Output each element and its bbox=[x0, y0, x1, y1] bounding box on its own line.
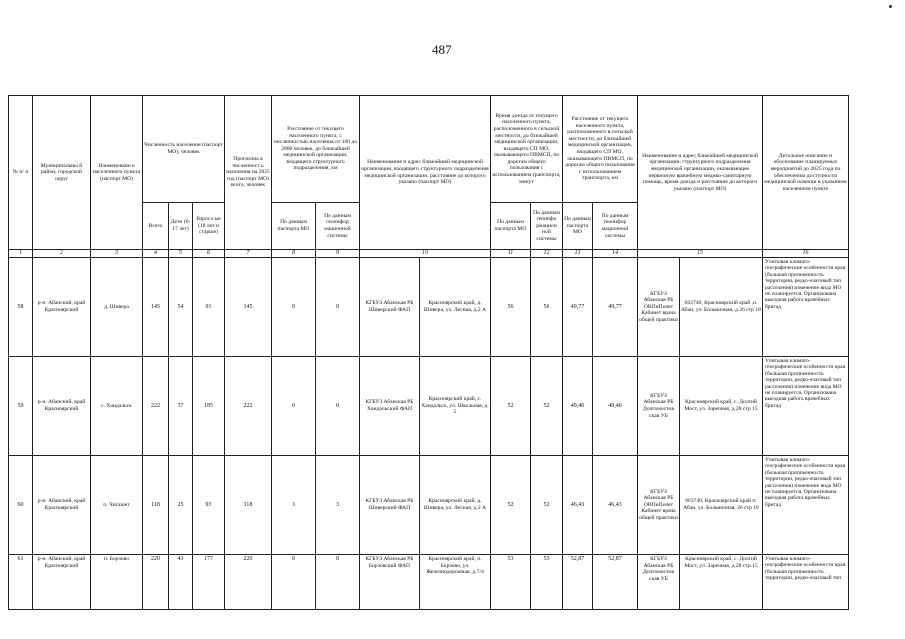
dist-geo-cell: 0 bbox=[316, 357, 360, 456]
pvmsp-address-cell: 663740, Красноярский край п. Абан, ул. Больничная, 26 стр 18 bbox=[680, 456, 763, 555]
pop-adults-cell: 93 bbox=[193, 456, 225, 555]
time-passport-cell: 52 bbox=[491, 357, 531, 456]
pvmsp-address-cell: Красноярский край, с. Долгий Мост, ул. Заречная, д.28 стр 15 bbox=[680, 357, 763, 456]
description-cell: Учитывая климато-географические особенности края (большая протяженность территории, редко-очаговый тип bbox=[763, 555, 849, 610]
pop-children-cell: 37 bbox=[169, 357, 193, 456]
time-passport-cell: 53 bbox=[491, 555, 531, 610]
header-dist-passport: По данным паспорта МО bbox=[272, 203, 316, 250]
forecast-cell: 118 bbox=[225, 456, 272, 555]
dist2-geo-cell: 49,77 bbox=[593, 258, 638, 357]
org-name-cell: КГБУЗ Абанская РБ Шиверский ФАП bbox=[360, 258, 420, 357]
description-cell: Учитывая климато-географические особенности края (большая протяженность территории, редко-очаговый тип расселения) изменение вида МО не планируется. Организована выездная работа врачебных бригад bbox=[763, 357, 849, 456]
time-passport-cell: 52 bbox=[491, 456, 531, 555]
org-name-cell: КГБУЗ Абанская РБ Борзовский ФАП bbox=[360, 555, 420, 610]
header-nearest-org: Наименование и адрес ближайшей медицинской организации, входящего структурного подразделения медицинской организации, расстояние до которого указано (паспорт МО) bbox=[360, 96, 491, 250]
column-number: 12 bbox=[531, 250, 563, 258]
column-number: 13 bbox=[563, 250, 593, 258]
dist2-passport-cell: 46,43 bbox=[563, 456, 593, 555]
org-address-cell: Красноярский край, п. Борзово, ул. Железнодорожная, д.7/4 bbox=[420, 555, 491, 610]
header-row-1 bbox=[9, 96, 849, 203]
header-dist-geo: По данным геоинфор мационной системы bbox=[316, 203, 360, 250]
description-cell: Учитывая климато-географические особенности края (большая протяженность территории, редко-очаговый тип расселения) изменение вида МО не планируется. Организована выездная работа врачебных бригад bbox=[763, 456, 849, 555]
header-distance: Расстояние от текущего населенного пункта, с численностью населения от 100 до 2000 человек, до ближайшей медицинской организации, входящего структурного подразделения, км bbox=[272, 96, 360, 203]
locality-cell: п. Чигашет bbox=[91, 456, 143, 555]
header-pop-children: Дети (0-17 лет) bbox=[169, 203, 193, 250]
column-number: 14 bbox=[593, 250, 638, 258]
dist-passport-cell: 0 bbox=[272, 357, 316, 456]
pop-children-cell: 54 bbox=[169, 258, 193, 357]
column-number: 2 bbox=[33, 250, 91, 258]
header-pop-total: Всего bbox=[143, 203, 169, 250]
pop-adults-cell: 91 bbox=[193, 258, 225, 357]
dist2-geo-cell: 49,46 bbox=[593, 357, 638, 456]
header-district: Муниципальны й район, городской округ bbox=[33, 96, 91, 250]
pop-total-cell: 118 bbox=[143, 456, 169, 555]
settlements-table bbox=[8, 95, 849, 610]
row-number: 58 bbox=[9, 258, 33, 357]
column-number: 16 bbox=[763, 250, 849, 258]
locality-cell: д. Шивера bbox=[91, 258, 143, 357]
column-number: 1 bbox=[9, 250, 33, 258]
time-geo-cell: 56 bbox=[531, 258, 563, 357]
locality-cell: с. Хандальск bbox=[91, 357, 143, 456]
pop-children-cell: 43 bbox=[169, 555, 193, 610]
table-row bbox=[9, 555, 849, 610]
table-row bbox=[9, 456, 849, 555]
pvmsp-name-cell: КГБУЗ Абанская РБ ОВПиПочет Кабинет врача общей практики bbox=[638, 258, 680, 357]
pvmsp-name-cell: КГБУЗ Абанская РБ ОВПиПочет Кабинет врача общей практики bbox=[638, 456, 680, 555]
org-address-cell: Красноярский край, д. Шивера, ул. Лесная, д.2 А bbox=[420, 456, 491, 555]
dist2-passport-cell: 49,46 bbox=[563, 357, 593, 456]
district-cell: р-н. Абанский, край Красноярский bbox=[33, 357, 91, 456]
time-passport-cell: 56 bbox=[491, 258, 531, 357]
dist-geo-cell: 0 bbox=[316, 258, 360, 357]
header-time-geo: По данным геоинфо рмацион ной системы bbox=[531, 203, 563, 250]
column-number: 3 bbox=[91, 250, 143, 258]
pop-children-cell: 25 bbox=[169, 456, 193, 555]
column-number: 4 bbox=[143, 250, 169, 258]
district-cell: р-н. Абанский, край Красноярский bbox=[33, 456, 91, 555]
table-row bbox=[9, 258, 849, 357]
pvmsp-address-cell: 663740, Красноярский край ,п. Абан, ул. Больничная, д.26 стр 18 bbox=[680, 258, 763, 357]
forecast-cell: 222 bbox=[225, 357, 272, 456]
column-number: 6 bbox=[193, 250, 225, 258]
column-number: 5 bbox=[169, 250, 193, 258]
dist2-geo-cell: 52,87 bbox=[593, 555, 638, 610]
column-number: 8 bbox=[272, 250, 316, 258]
pvmsp-address-cell: Красноярский край, с. Долгий Мост, ул. Заречная, д.28 стр.15 bbox=[680, 555, 763, 610]
forecast-cell: 145 bbox=[225, 258, 272, 357]
dist-geo-cell: 0 bbox=[316, 555, 360, 610]
dist2-passport-cell: 52,87 bbox=[563, 555, 593, 610]
header-population: Численность населения (паспорт МО), человек bbox=[143, 96, 225, 203]
column-number-row bbox=[9, 250, 849, 258]
header-nearest-pvmsp: Наименование и адрес ближайшей медицинской организации, структурного подразделения медицинской организации, оказывающее первичную врачебную медико-санитарную помощь, время доезда и расстояние до которого указано (паспорт МО) bbox=[638, 96, 763, 250]
row-number: 59 bbox=[9, 357, 33, 456]
district-cell: р-н. Абанский, край Красноярский bbox=[33, 555, 91, 610]
table-row bbox=[9, 357, 849, 456]
header-time-passport: По данным паспорта МО bbox=[491, 203, 531, 250]
column-number: 7 bbox=[225, 250, 272, 258]
district-cell: р-н. Абанский, край Красноярский bbox=[33, 258, 91, 357]
locality-cell: п. Борзово bbox=[91, 555, 143, 610]
pvmsp-name-cell: КГБУЗ Абанская РБ Долгомостов ская УБ bbox=[638, 555, 680, 610]
pop-adults-cell: 185 bbox=[193, 357, 225, 456]
org-name-cell: КГБУЗ Абанская РБ Хандальский ФАП bbox=[360, 357, 420, 456]
dist-passport-cell: 3 bbox=[272, 456, 316, 555]
header-description: Детальное описание и обоснование планируемых мероприятий до 2025 года по обеспечению доступности медицинской помощи в указанном населенном пункте bbox=[763, 96, 849, 250]
header-locality: Наименовани е населенного пункта (паспорт МО) bbox=[91, 96, 143, 250]
dist-passport-cell: 0 bbox=[272, 555, 316, 610]
header-pop-adults: Взросл ые (18 лет и старше) bbox=[193, 203, 225, 250]
header-travel-time: Время доезда от текущего населенного пункта, расположенного в сельской местности, до ближайшей медицинской организации, входящего СП МО, оказывающего ПВМСП, по дорогам общего пользования с использованием транспорта, минут bbox=[491, 96, 563, 203]
header-distance-pvmsp: Расстояние от текущего населенного пункта, расположенного в сельской местности, до ближайшей медицинской организации, входящего СП МО, оказывающего ПВМСП, по дорогам общего пользования с использованием транспорта, км bbox=[563, 96, 638, 203]
org-name-cell: КГБУЗ Абанская РБ Шиверский ФАП bbox=[360, 456, 420, 555]
description-cell: Учитывая климато-географические особенности края (большая протяженность территории, редко-очаговый тип расселения) изменение вида МО не планируется. Организована выездная работа врачебных бригад bbox=[763, 258, 849, 357]
column-number: 9 bbox=[316, 250, 360, 258]
column-number: 15 bbox=[638, 250, 763, 258]
column-number: 10 bbox=[360, 250, 491, 258]
header-forecast: Прогнозна я численност ь населения на 2025 год (паспорт МО) всего, человек bbox=[225, 96, 272, 250]
dist2-passport-cell: 49,77 bbox=[563, 258, 593, 357]
row-number: 60 bbox=[9, 456, 33, 555]
row-number: 61 bbox=[9, 555, 33, 610]
org-address-cell: Красноярский край, с. Хандальск, ул. Школьная, д. 5 bbox=[420, 357, 491, 456]
pop-adults-cell: 177 bbox=[193, 555, 225, 610]
forecast-cell: 220 bbox=[225, 555, 272, 610]
pop-total-cell: 222 bbox=[143, 357, 169, 456]
time-geo-cell: 52 bbox=[531, 456, 563, 555]
pop-total-cell: 220 bbox=[143, 555, 169, 610]
page-number: 487 bbox=[432, 42, 452, 57]
dist-passport-cell: 0 bbox=[272, 258, 316, 357]
time-geo-cell: 52 bbox=[531, 357, 563, 456]
dist2-geo-cell: 46,43 bbox=[593, 456, 638, 555]
header-col-number: № п/ п bbox=[9, 96, 33, 250]
column-number: 11 bbox=[491, 250, 531, 258]
header-dist2-passport: По данным паспорта МО bbox=[563, 203, 593, 250]
header-dist2-geo: По данным геоинфор мационной системы bbox=[593, 203, 638, 250]
org-address-cell: Красноярский край, д. Шивера, ул. Лесная, д.2 А bbox=[420, 258, 491, 357]
pop-total-cell: 145 bbox=[143, 258, 169, 357]
dist-geo-cell: 3 bbox=[316, 456, 360, 555]
time-geo-cell: 53 bbox=[531, 555, 563, 610]
scan-speck bbox=[889, 5, 892, 8]
pvmsp-name-cell: КГБУЗ Абанская РБ Долгомостов ская УБ bbox=[638, 357, 680, 456]
